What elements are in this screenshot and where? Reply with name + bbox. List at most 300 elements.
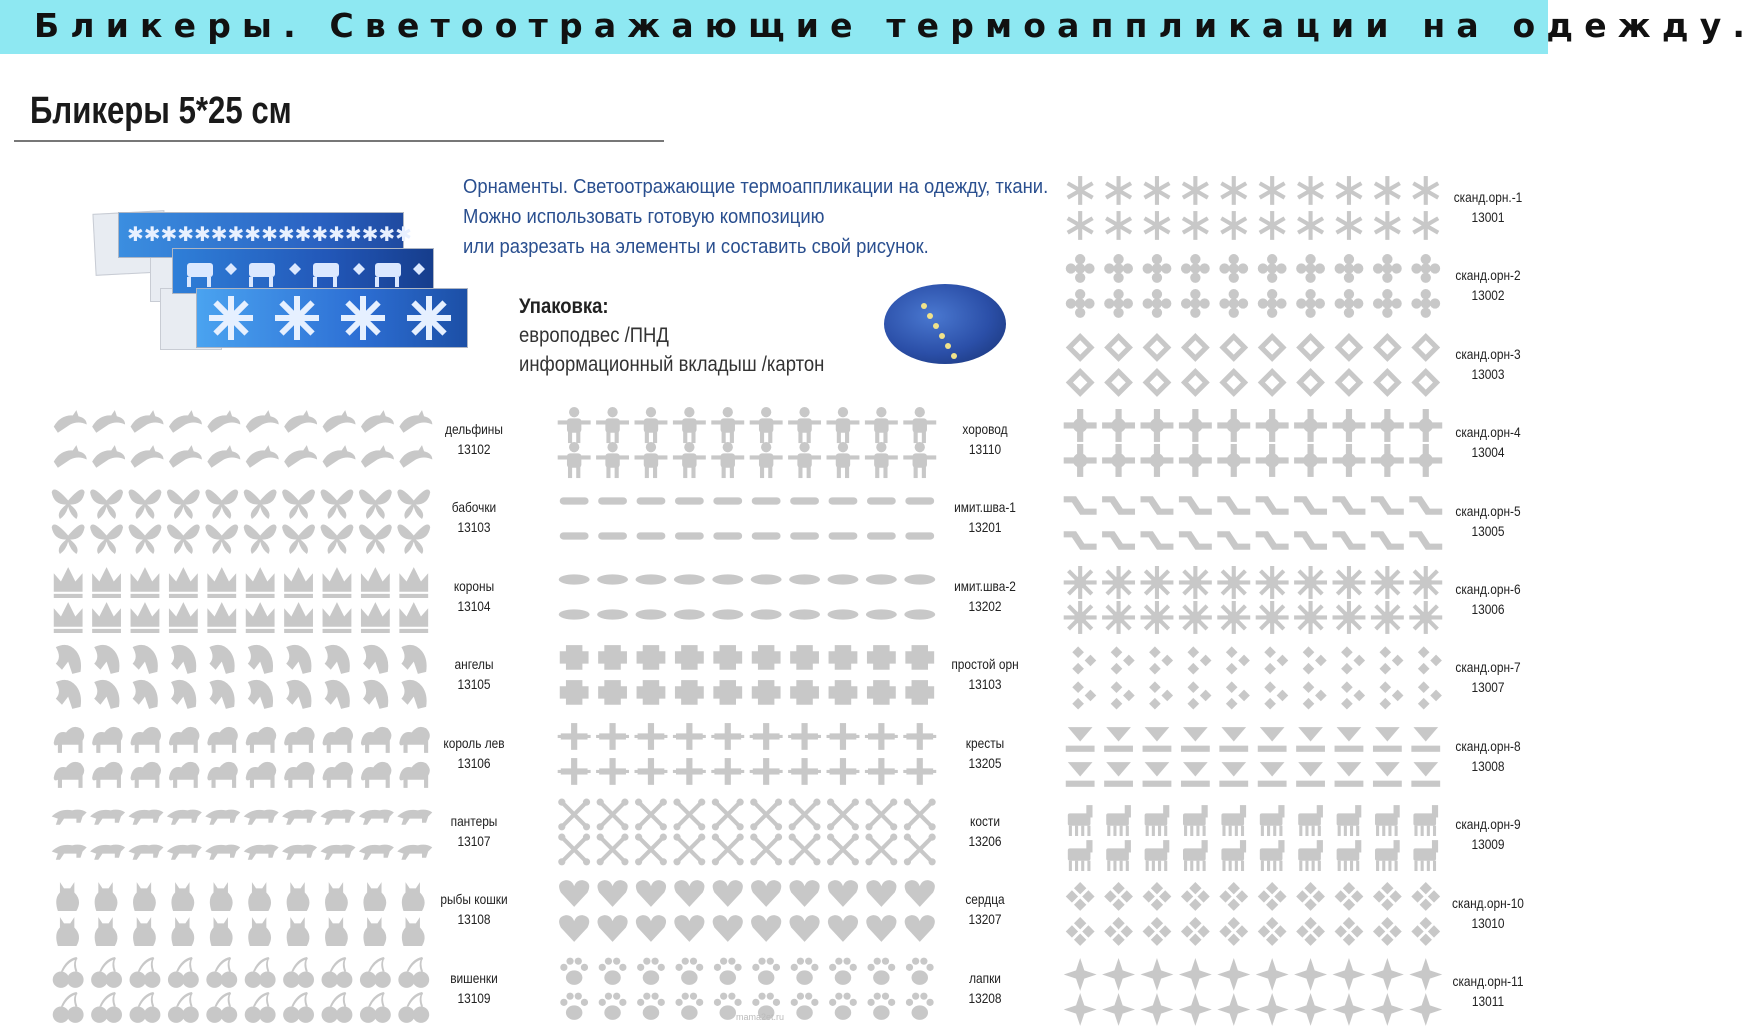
heart-icon — [828, 881, 858, 908]
oval-icon — [712, 574, 743, 584]
snowflake-icon — [1141, 409, 1174, 442]
pattern-code: 13007 — [1471, 679, 1505, 696]
heart-icon — [713, 916, 743, 943]
zigzag-icon — [1064, 531, 1097, 550]
star-burst-icon — [1141, 601, 1174, 634]
deer-strip — [173, 249, 433, 293]
cat-fish-icon — [210, 883, 233, 912]
snowflake-icon — [1179, 444, 1212, 477]
pattern-name: сканд.орн-3 — [1455, 345, 1521, 362]
dash-icon — [675, 498, 704, 505]
geometric-icon — [1258, 762, 1287, 787]
dash-icon — [752, 533, 781, 540]
paw-icon — [560, 957, 588, 984]
asterisk-icon — [1335, 176, 1362, 205]
diamond-icon — [1341, 647, 1365, 675]
cherry-icon — [283, 992, 314, 1023]
pattern-strip-13201 — [556, 484, 940, 554]
people-icon — [558, 407, 591, 443]
star-burst-icon — [1102, 566, 1135, 599]
pattern-label-13104 — [424, 576, 524, 616]
panther-icon — [90, 810, 125, 825]
cherry-icon — [53, 957, 84, 988]
knot-icon — [1296, 917, 1325, 946]
intro-line-2: Можно использовать готовую композицию — [463, 205, 825, 228]
pattern-strip-13205 — [556, 720, 940, 790]
knot-icon — [1066, 882, 1095, 911]
snowflake-icon — [1064, 409, 1097, 442]
section-divider — [14, 140, 664, 142]
cross-block-icon — [675, 645, 704, 670]
panther-icon — [359, 810, 394, 825]
cross-block-icon — [560, 645, 589, 670]
pattern-strip-13206 — [556, 798, 940, 868]
butterfly-icon — [52, 525, 85, 554]
pattern-label-13207 — [935, 889, 1035, 929]
flower-icon — [1181, 254, 1210, 283]
cross-block-icon — [829, 645, 858, 670]
diamond-icon — [1187, 682, 1211, 710]
angel-icon — [171, 680, 196, 709]
star-burst-icon — [1256, 601, 1289, 634]
cross-icon — [865, 723, 898, 750]
geometric-icon — [1411, 762, 1440, 787]
bones-icon — [750, 834, 782, 866]
diamond-icon — [1303, 647, 1327, 675]
people-icon — [750, 407, 783, 443]
crown-icon — [169, 567, 198, 598]
pattern-label-13103 — [424, 497, 524, 537]
cross-icon — [558, 723, 591, 750]
cross-block-icon — [905, 680, 934, 705]
dash-icon — [867, 533, 896, 540]
cross-icon — [673, 758, 706, 785]
paw-icon — [637, 992, 665, 1019]
cross-block-icon — [713, 680, 742, 705]
zigzag-icon — [1179, 531, 1212, 550]
panther-icon — [52, 845, 87, 860]
cherry-icon — [130, 992, 161, 1023]
panther-icon — [167, 845, 202, 860]
flower-icon — [1066, 254, 1095, 283]
pattern-name: сканд.орн-5 — [1455, 502, 1521, 519]
people-icon — [596, 407, 629, 443]
diamond-icon — [1072, 647, 1096, 675]
dash-icon — [598, 498, 627, 505]
pattern-code: 13110 — [968, 441, 1002, 457]
panther-icon — [90, 845, 125, 860]
dolphin-icon — [131, 445, 164, 468]
dash-icon — [752, 498, 781, 505]
paw-icon — [829, 992, 857, 1019]
large-snowflake-icon — [1371, 958, 1404, 991]
bones-icon — [827, 799, 859, 831]
asterisk-icon — [1297, 176, 1324, 205]
knot-icon — [1411, 882, 1440, 911]
diamond-icon — [1072, 682, 1096, 710]
lion-icon — [169, 726, 199, 752]
pattern-name: пантеры — [450, 813, 498, 829]
heart-icon — [597, 881, 627, 908]
oval-icon — [904, 574, 935, 584]
flower-icon — [1181, 289, 1210, 318]
deer-icon — [1375, 840, 1400, 871]
cherry-icon — [322, 957, 353, 988]
paw-icon — [675, 992, 703, 1019]
pattern-code: 13010 — [1471, 914, 1505, 931]
cross-block-icon — [598, 680, 627, 705]
bones-icon — [597, 834, 629, 866]
oval-icon — [828, 574, 859, 584]
large-snowflake-icon — [1371, 993, 1404, 1026]
deer-icon — [1260, 840, 1285, 871]
bones-icon — [635, 799, 667, 831]
snowflake-icon — [1102, 444, 1135, 477]
cat-fish-icon — [402, 918, 425, 947]
cross-icon — [903, 758, 936, 785]
zigzag-icon — [1217, 496, 1250, 515]
pattern-strip-13010 — [1062, 880, 1446, 950]
lion-icon — [361, 726, 391, 752]
lion-icon — [54, 761, 84, 787]
cross-block-icon — [637, 645, 666, 670]
pattern-name: сканд.орн-8 — [1455, 737, 1521, 754]
diamond-icon — [1149, 682, 1173, 710]
cross-icon — [750, 723, 783, 750]
bones-icon — [597, 799, 629, 831]
lattice-icon — [1296, 368, 1325, 397]
paw-icon — [675, 957, 703, 984]
pattern-strip-13005 — [1062, 488, 1446, 558]
asterisk-icon — [1335, 211, 1362, 240]
cat-fish-icon — [287, 918, 310, 947]
lattice-icon — [1066, 368, 1095, 397]
dolphin-icon — [54, 410, 87, 433]
panther-icon — [282, 810, 317, 825]
snowflake-icon — [1064, 444, 1097, 477]
panther-icon — [167, 810, 202, 825]
people-icon — [827, 442, 860, 478]
knot-icon — [1258, 917, 1287, 946]
pattern-code: 13107 — [457, 833, 491, 849]
large-snowflake-icon — [1333, 958, 1366, 991]
deer-icon — [1221, 805, 1246, 836]
zigzag-icon — [1141, 531, 1174, 550]
cross-block-icon — [560, 680, 589, 705]
butterfly-icon — [129, 525, 162, 554]
lattice-icon — [1258, 333, 1287, 362]
pattern-label-13110 — [935, 419, 1035, 459]
oval-icon — [751, 609, 782, 619]
lattice-icon — [1143, 368, 1172, 397]
pattern-code: 13005 — [1471, 522, 1505, 539]
zigzag-icon — [1064, 496, 1097, 515]
star-burst-icon — [1217, 566, 1250, 599]
angel-icon — [133, 645, 158, 674]
dolphin-icon — [131, 410, 164, 433]
asterisk-icon — [1412, 211, 1439, 240]
cherry-icon — [91, 992, 122, 1023]
panther-icon — [244, 845, 279, 860]
cross-block-icon — [790, 680, 819, 705]
angel-icon — [171, 645, 196, 674]
butterfly-icon — [321, 490, 354, 519]
lion-icon — [92, 726, 122, 752]
bones-icon — [827, 834, 859, 866]
cross-block-icon — [752, 680, 781, 705]
lattice-icon — [1335, 333, 1364, 362]
lion-icon — [207, 726, 237, 752]
pattern-strip-13008 — [1062, 723, 1446, 793]
svg-text:✱✱✱✱✱✱✱✱✱✱✱✱✱✱✱✱✱: ✱✱✱✱✱✱✱✱✱✱✱✱✱✱✱✱✱ — [127, 222, 412, 246]
flower-icon — [1143, 254, 1172, 283]
large-snowflake-icon — [1141, 958, 1174, 991]
star-burst-icon — [1141, 566, 1174, 599]
intro-text — [463, 172, 1048, 262]
geometric-icon — [1373, 762, 1402, 787]
deer-icon — [1337, 840, 1362, 871]
heart-icon — [674, 881, 704, 908]
lion-icon — [131, 726, 161, 752]
flower-icon — [1066, 289, 1095, 318]
oval-icon — [828, 609, 859, 619]
people-icon — [865, 442, 898, 478]
paw-icon — [637, 957, 665, 984]
flower-icon — [1104, 254, 1133, 283]
lattice-icon — [1181, 333, 1210, 362]
angel-icon — [133, 680, 158, 709]
crown-icon — [323, 567, 352, 598]
cat-fish-icon — [325, 918, 348, 947]
lion-icon — [169, 761, 199, 787]
asterisk-icon — [1297, 211, 1324, 240]
paw-icon — [906, 957, 934, 984]
pattern-name: сканд.орн.-1 — [1453, 189, 1523, 205]
heart-icon — [597, 916, 627, 943]
pattern-strip-13105 — [50, 641, 434, 711]
pattern-label-13201 — [935, 497, 1035, 537]
panther-icon — [129, 810, 164, 825]
heart-icon — [674, 916, 704, 943]
snowflake-icon — [1141, 444, 1174, 477]
angel-icon — [56, 680, 81, 709]
pattern-strip-13102 — [50, 406, 434, 476]
zigzag-icon — [1217, 531, 1250, 550]
angel-icon — [401, 680, 426, 709]
dolphin-icon — [54, 445, 87, 468]
dash-icon — [905, 498, 934, 505]
geometric-icon — [1335, 727, 1364, 752]
snowflake-icon — [1371, 409, 1404, 442]
geometric-icon — [1104, 762, 1133, 787]
knot-icon — [1143, 917, 1172, 946]
snowflake-strip — [197, 289, 467, 347]
cherry-icon — [53, 992, 84, 1023]
pattern-strip-13104 — [50, 563, 434, 633]
butterfly-icon — [321, 525, 354, 554]
dolphin-icon — [92, 445, 125, 468]
knot-icon — [1373, 882, 1402, 911]
pattern-name: сканд.орн-7 — [1455, 659, 1521, 676]
deer-icon — [1413, 840, 1438, 871]
diamond-icon — [1341, 682, 1365, 710]
crown-icon — [92, 567, 121, 598]
crown-icon — [284, 567, 313, 598]
cross-icon — [596, 758, 629, 785]
pattern-code: 13105 — [457, 676, 491, 693]
oval-icon — [636, 574, 667, 584]
crown-icon — [131, 567, 160, 598]
dolphin-icon — [361, 445, 394, 468]
knot-icon — [1373, 917, 1402, 946]
diamond-icon — [1149, 647, 1173, 675]
large-snowflake-icon — [1294, 993, 1327, 1026]
cross-icon — [865, 758, 898, 785]
pattern-label-13105 — [424, 654, 524, 694]
diamond-icon — [1226, 647, 1250, 675]
cross-icon — [711, 723, 744, 750]
lion-icon — [207, 761, 237, 787]
cat-fish-icon — [363, 918, 386, 947]
lion-icon — [246, 761, 276, 787]
section-title: Бликеры 5*25 см — [30, 90, 292, 132]
knot-icon — [1296, 882, 1325, 911]
dash-icon — [713, 498, 742, 505]
cross-icon — [750, 758, 783, 785]
pattern-name: лапки — [969, 969, 1001, 986]
pattern-name: король лев — [443, 734, 505, 751]
lion-icon — [246, 726, 276, 752]
deer-icon — [1337, 805, 1362, 836]
angel-icon — [401, 645, 426, 674]
pattern-label-13202 — [935, 576, 1035, 616]
pattern-label-13206 — [935, 811, 1035, 851]
pattern-name: сканд.орн-6 — [1455, 581, 1521, 597]
cat-fish-icon — [95, 883, 118, 912]
geometric-icon — [1296, 727, 1325, 752]
lattice-icon — [1104, 333, 1133, 362]
oval-icon — [597, 574, 628, 584]
geometric-icon — [1066, 762, 1095, 787]
panther-icon — [205, 810, 240, 825]
pattern-code: 13008 — [1471, 757, 1505, 774]
cross-block-icon — [637, 680, 666, 705]
dolphin-icon — [207, 410, 240, 433]
dash-icon — [560, 498, 589, 505]
panther-icon — [321, 810, 356, 825]
diamond-icon — [1303, 682, 1327, 710]
zigzag-icon — [1102, 496, 1135, 515]
cat-fish-icon — [95, 918, 118, 947]
pattern-strip-13009 — [1062, 801, 1446, 871]
knot-icon — [1335, 917, 1364, 946]
crown-icon — [92, 602, 121, 633]
asterisk-icon — [1374, 176, 1401, 205]
pattern-label-13106 — [424, 733, 524, 773]
pattern-name: вишенки — [450, 969, 498, 986]
pattern-strip-13207 — [556, 876, 940, 946]
diamond-icon — [1187, 647, 1211, 675]
zigzag-icon — [1371, 531, 1404, 550]
crown-icon — [169, 602, 198, 633]
people-icon — [711, 442, 744, 478]
snowflake-icon — [1294, 444, 1327, 477]
butterfly-icon — [167, 525, 200, 554]
pattern-strip-13110 — [556, 406, 940, 476]
zigzag-icon — [1256, 496, 1289, 515]
pattern-code: 13002 — [1471, 287, 1505, 304]
zigzag-icon — [1333, 531, 1366, 550]
pattern-name: хоровод — [962, 421, 1008, 437]
oval-icon — [636, 609, 667, 619]
lion-icon — [131, 761, 161, 787]
large-snowflake-icon — [1141, 993, 1174, 1026]
bones-icon — [789, 799, 821, 831]
angel-icon — [94, 645, 119, 674]
lion-icon — [361, 761, 391, 787]
cross-icon — [711, 758, 744, 785]
angel-icon — [248, 680, 273, 709]
oval-icon — [559, 574, 590, 584]
cat-fish-icon — [248, 883, 271, 912]
snowflake-icon — [1179, 409, 1212, 442]
pattern-strip-13103 — [50, 484, 434, 554]
butterfly-icon — [244, 490, 277, 519]
angel-icon — [209, 645, 234, 674]
pattern-strip-13106 — [50, 720, 434, 790]
geometric-icon — [1335, 762, 1364, 787]
angel-icon — [209, 680, 234, 709]
fabric-photo — [884, 284, 1006, 364]
pattern-code: 13108 — [457, 911, 491, 928]
asterisk-icon — [1259, 176, 1286, 205]
dolphin-icon — [323, 410, 356, 433]
pattern-code: 13206 — [968, 833, 1002, 849]
cross-block-icon — [713, 645, 742, 670]
cross-icon — [827, 723, 860, 750]
butterfly-icon — [90, 490, 123, 519]
flower-icon — [1219, 289, 1248, 318]
pattern-label-13109 — [424, 968, 524, 1008]
cat-fish-icon — [363, 883, 386, 912]
heart-icon — [559, 916, 589, 943]
crown-icon — [246, 567, 275, 598]
butterfly-icon — [205, 490, 238, 519]
dolphin-icon — [246, 410, 279, 433]
heart-icon — [636, 916, 666, 943]
asterisk-icon — [1182, 176, 1209, 205]
bones-icon — [635, 834, 667, 866]
flower-icon — [1258, 289, 1287, 318]
geometric-icon — [1143, 727, 1172, 752]
lattice-icon — [1066, 333, 1095, 362]
cat-fish-icon — [402, 883, 425, 912]
cherry-icon — [245, 992, 276, 1023]
lattice-icon — [1335, 368, 1364, 397]
diamond-icon — [1379, 682, 1403, 710]
geometric-icon — [1219, 762, 1248, 787]
star-burst-icon — [1333, 566, 1366, 599]
lattice-icon — [1219, 368, 1248, 397]
paw-icon — [599, 957, 627, 984]
header-banner — [0, 0, 1756, 54]
dash-icon — [637, 498, 666, 505]
geometric-icon — [1181, 762, 1210, 787]
crown-icon — [246, 602, 275, 633]
pattern-label-13107 — [424, 811, 524, 851]
dash-icon — [637, 533, 666, 540]
pattern-label-13205 — [935, 733, 1035, 773]
